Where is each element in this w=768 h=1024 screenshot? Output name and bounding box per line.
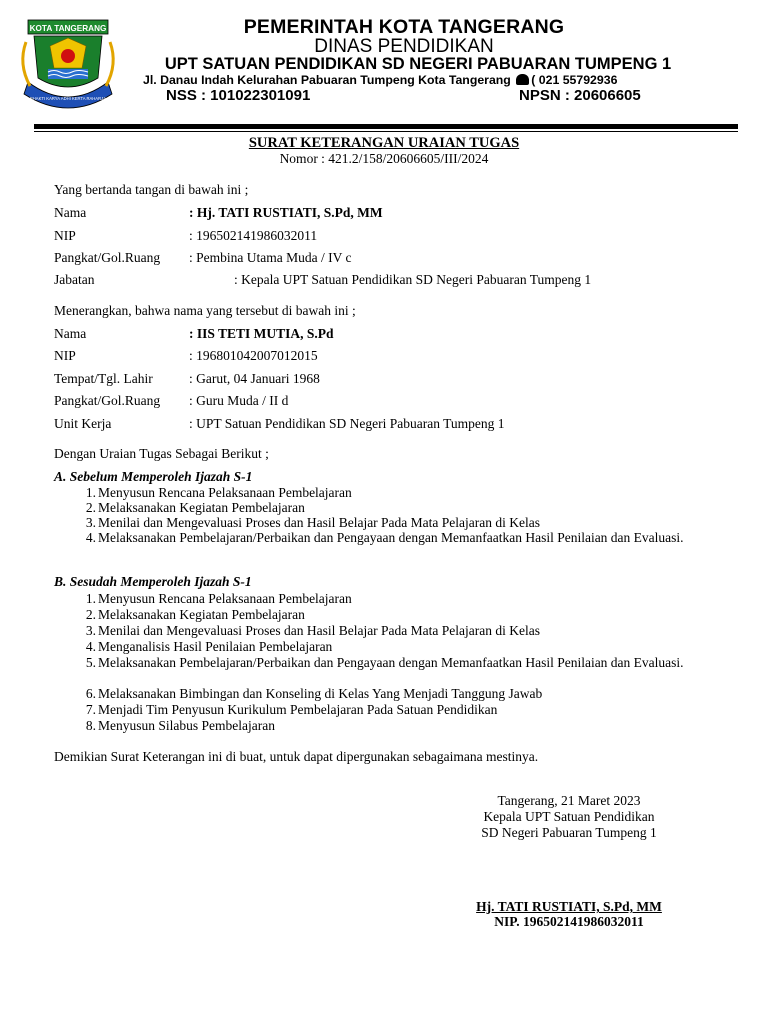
subject-unit: : UPT Satuan Pendidikan SD Negeri Pabuaran Tumpeng 1	[189, 416, 505, 431]
list-number: 5.	[85, 655, 96, 670]
section-a-item: Melaksanakan Kegiatan Pembelajaran	[98, 500, 305, 515]
list-number: 1.	[85, 485, 96, 500]
section-a-item: Menyusun Rencana Pelaksanaan Pembelajaran	[98, 485, 352, 500]
section-b-item: Menganalisis Hasil Penilaian Pembelajaran	[98, 639, 333, 654]
section-b-item: Menyusun Silabus Pembelajaran	[98, 718, 275, 733]
intro-signer: Yang bertanda tangan di bawah ini ;	[54, 182, 249, 197]
signature-nip: NIP. 196502141986032011	[494, 914, 644, 929]
document-title: SURAT KETERANGAN URAIAN TUGAS	[248, 135, 520, 151]
subject-unit-label: Unit Kerja	[54, 416, 112, 431]
subject-name-label: Nama	[54, 326, 87, 341]
document-number: Nomor : 421.2/158/20606605/III/2024	[279, 151, 489, 166]
signer-rank: : Pembina Utama Muda / IV c	[189, 250, 352, 265]
signature-position-line2: SD Negeri Pabuaran Tumpeng 1	[481, 825, 657, 840]
letterhead-address: Jl. Danau Indah Kelurahan Pabuaran Tumpeng Kota Tangerang	[143, 73, 511, 87]
list-number: 2.	[85, 607, 96, 622]
phone-icon	[516, 74, 529, 85]
subject-nip-label: NIP	[54, 348, 76, 363]
subject-rank: : Guru Muda / II d	[189, 393, 289, 408]
signer-nip: : 196502141986032011	[189, 228, 318, 243]
subject-rank-label: Pangkat/Gol.Ruang	[54, 393, 161, 408]
section-b-item: Melaksanakan Kegiatan Pembelajaran	[98, 607, 305, 622]
section-b-item: Melaksanakan Bimbingan dan Konseling di Kelas Yang Menjadi Tanggung Jawab	[98, 686, 543, 701]
city-logo	[14, 12, 122, 120]
section-a-item: Melaksanakan Pembelajaran/Perbaikan dan Pengayaan dengan Memanfaatkan Hasil Penilaian dan Evaluasi.	[98, 530, 684, 545]
letterhead-school: UPT SATUAN PENDIDIKAN SD NEGERI PABUARAN TUMPENG 1	[164, 55, 672, 73]
section-b-item: Menyusun Rencana Pelaksanaan Pembelajaran	[98, 591, 352, 606]
letterhead-address-line	[143, 73, 617, 88]
list-number: 8.	[85, 718, 96, 733]
logo-motto: BHAKTI KARYA ADHI KERTA RAHARJA	[29, 96, 107, 101]
list-number: 1.	[85, 591, 96, 606]
letterhead-nss: NSS : 101022301091	[166, 87, 311, 104]
section-a-item: Menilai dan Mengevaluasi Proses dan Hasil Belajar Pada Mata Pelajaran di Kelas	[98, 515, 540, 530]
list-number: 3.	[85, 515, 96, 530]
section-b-heading: B. Sesudah Memperoleh Ijazah S-1	[54, 574, 252, 589]
section-b-item: Menjadi Tim Penyusun Kurikulum Pembelajaran Pada Satuan Pendidikan	[98, 702, 498, 717]
section-b-item: Menilai dan Mengevaluasi Proses dan Hasil Belajar Pada Mata Pelajaran di Kelas	[98, 623, 540, 638]
list-number: 3.	[85, 623, 96, 638]
signer-nip-label: NIP	[54, 228, 76, 243]
letterhead-department: DINAS PENDIDIKAN	[314, 36, 494, 57]
subject-birth-label: Tempat/Tgl. Lahir	[54, 371, 153, 386]
signature-position-line1: Kepala UPT Satuan Pendidikan	[483, 809, 655, 824]
signer-rank-label: Pangkat/Gol.Ruang	[54, 250, 161, 265]
intro-duties: Dengan Uraian Tugas Sebagai Berikut ;	[54, 446, 269, 461]
letterhead-rule-thin	[34, 131, 738, 132]
signer-position: : Kepala UPT Satuan Pendidikan SD Negeri Pabuaran Tumpeng 1	[234, 272, 592, 287]
list-number: 6.	[85, 686, 96, 701]
signer-name-label: Nama	[54, 205, 87, 220]
logo-text: KOTA TANGERANG	[29, 24, 107, 33]
list-number: 2.	[85, 500, 96, 515]
signature-name: Hj. TATI RUSTIATI, S.Pd, MM	[476, 899, 662, 914]
list-number: 4.	[85, 530, 96, 545]
list-number: 7.	[85, 702, 96, 717]
signature-place-date: Tangerang, 21 Maret 2023	[497, 793, 641, 808]
signer-position-label: Jabatan	[54, 272, 95, 287]
subject-name: : IIS TETI MUTIA, S.Pd	[189, 326, 334, 341]
letterhead-npsn: NPSN : 20606605	[519, 87, 641, 104]
subject-birth: : Garut, 04 Januari 1968	[189, 371, 320, 386]
letterhead-phone: ( 021 55792936	[531, 73, 618, 87]
intro-subject: Menerangkan, bahwa nama yang tersebut di bawah ini ;	[54, 303, 356, 318]
section-a-heading: A. Sebelum Memperoleh Ijazah S-1	[54, 469, 253, 484]
signer-name: : Hj. TATI RUSTIATI, S.Pd, MM	[189, 205, 383, 220]
letterhead-rule-thick	[34, 124, 738, 129]
subject-nip: : 196801042007012015	[189, 348, 318, 363]
list-number: 4.	[85, 639, 96, 654]
closing-statement: Demikian Surat Keterangan ini di buat, untuk dapat dipergunakan sebagaimana mestinya.	[54, 749, 539, 764]
section-b-item: Melaksanakan Pembelajaran/Perbaikan dan Pengayaan dengan Memanfaatkan Hasil Penilaian dan Evaluasi.	[98, 655, 684, 670]
letterhead-government: PEMERINTAH KOTA TANGERANG	[243, 16, 565, 38]
